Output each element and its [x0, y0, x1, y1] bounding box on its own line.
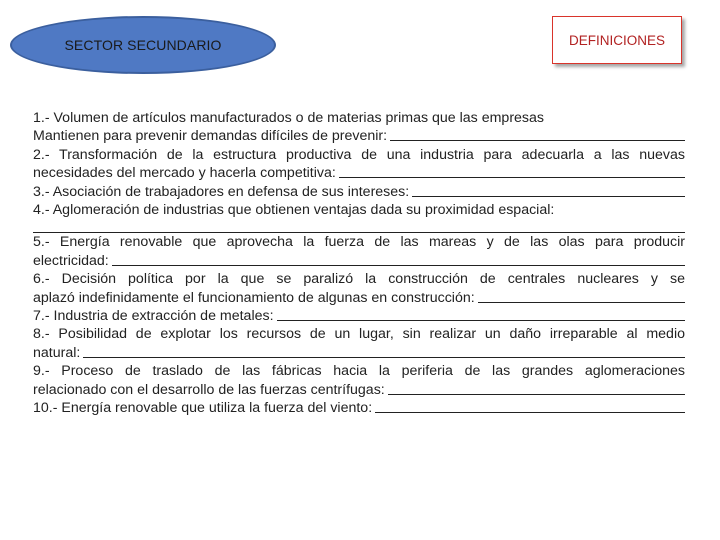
- definitions-box: [552, 16, 682, 64]
- def-7-text: 7.- Industria de extracción de metales:: [33, 308, 274, 325]
- def-5-text: 5.- Energía renovable que aprovecha la fuerza de las mareas y de las olas para producir: [33, 234, 685, 251]
- def-9-text: 9.- Proceso de traslado de las fábricas hacia la periferia de las grandes aglomeraciones: [33, 363, 685, 380]
- def-4-text: 4.- Aglomeración de industrias que obtienen ventajas dada su proximidad espacial:: [33, 202, 555, 219]
- line-9b: [33, 381, 685, 399]
- def-3-text: 3.- Asociación de trabajadores en defensa de sus intereses:: [33, 183, 410, 200]
- line-4b: [33, 219, 685, 233]
- sector-secundario-ellipse: [10, 16, 276, 74]
- def-8-cont: natural:: [33, 344, 81, 361]
- answer-blank-6[interactable]: [478, 289, 685, 303]
- line-10: [33, 399, 685, 417]
- line-6b: [33, 289, 685, 307]
- def-8-text: 8.- Posibilidad de explotar los recursos de un lugar, sin realizar un daño irreparable al medio: [33, 326, 685, 343]
- line-8: [33, 325, 685, 343]
- answer-blank-3[interactable]: [412, 183, 685, 197]
- answer-blank-2[interactable]: [339, 164, 685, 178]
- line-9: [33, 362, 685, 380]
- line-3: [33, 183, 685, 201]
- def-9-cont: relacionado con el desarrollo de las fuerzas centrífugas:: [33, 381, 385, 398]
- answer-blank-5[interactable]: [112, 252, 685, 266]
- answer-blank-7[interactable]: [277, 307, 685, 321]
- definitions-title: DEFINICIONES: [568, 32, 665, 48]
- def-6-cont: aplazó indefinidamente el funcionamiento de algunas en construcción:: [33, 289, 475, 306]
- answer-blank-9[interactable]: [388, 381, 685, 395]
- answer-blank-10[interactable]: [375, 399, 685, 413]
- def-2-text: 2.- Transformación de la estructura productiva de una industria para adecuarla a las nuevas: [33, 146, 685, 163]
- line-6: [33, 270, 685, 288]
- definitions-list: [33, 109, 685, 418]
- line-5b: [33, 252, 685, 270]
- answer-blank-4[interactable]: [33, 219, 685, 233]
- line-1: [33, 109, 685, 127]
- line-5: [33, 233, 685, 251]
- def-10-text: 10.- Energía renovable que utiliza la fuerza del viento:: [33, 400, 373, 417]
- line-2b: [33, 164, 685, 182]
- line-8b: [33, 344, 685, 362]
- answer-blank-1[interactable]: [390, 127, 685, 141]
- def-1-text: 1.- Volumen de artículos manufacturados o de materias primas que las empresas: [33, 110, 545, 126]
- answer-blank-8[interactable]: [83, 344, 685, 358]
- def-5-cont: electricidad:: [33, 252, 109, 269]
- def-1-cont: Mantienen para prevenir demandas difíciles de prevenir:: [33, 128, 388, 145]
- def-2-cont: necesidades del mercado y hacerla competitiva:: [33, 165, 336, 182]
- def-6-text: 6.- Decisión política por la que se paralizó la construcción de centrales nucleares y se: [33, 271, 685, 288]
- sector-title: SECTOR SECUNDARIO: [64, 37, 222, 53]
- line-7: [33, 307, 685, 325]
- line-4: [33, 201, 685, 219]
- line-1b: [33, 127, 685, 145]
- line-2: [33, 146, 685, 164]
